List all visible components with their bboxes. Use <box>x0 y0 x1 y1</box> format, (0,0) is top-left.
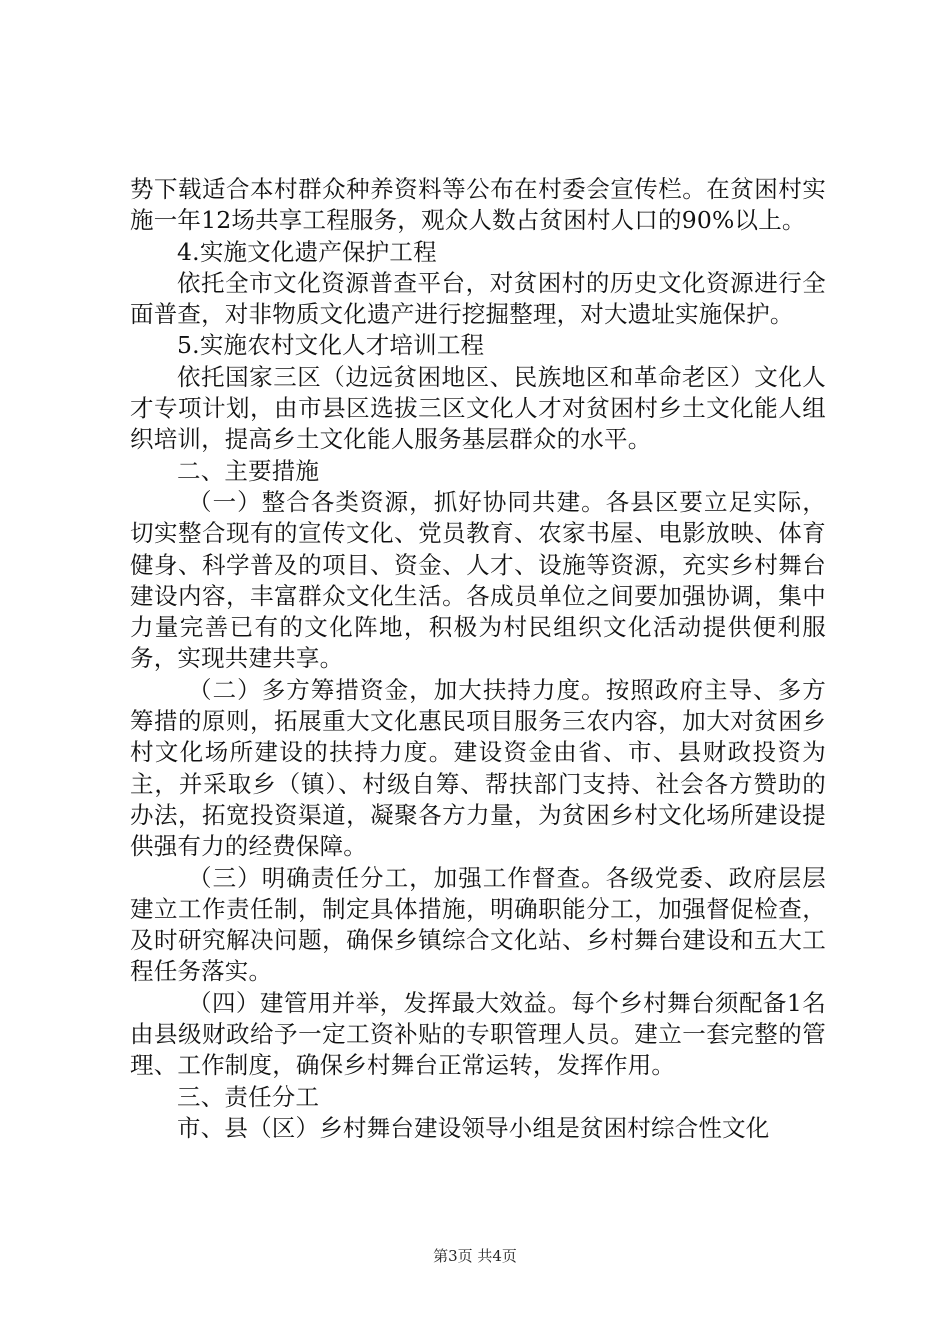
section-heading-talent: 5.实施农村文化人才培训工程 <box>177 331 485 360</box>
page-number: 第3页 共4页 <box>433 1247 517 1265</box>
paragraph-continuation: 势下载适合本村群众种养资料等公布在村委会宣传栏。在贫困村实施一年12场共享工程服务，观众人数占贫困村人口的90%以上。 <box>130 175 826 235</box>
paragraph-measure-2: （二）多方筹措资金，加大扶持力度。按照政府主导、多方筹措的原则，拓展重大文化惠民项目服务三农内容，加大对贫困乡村文化场所建设的扶持力度。建设资金由省、市、县财政投资为主，并采取乡（镇）、村级自筹、帮扶部门支持、社会各方赞助的办法，拓宽投资渠道，凝聚各方力量，为贫困乡村文化场所建设提供强有力的经费保障。 <box>130 675 826 861</box>
paragraph-talent: 依托国家三区（边远贫困地区、民族地区和革命老区）文化人才专项计划，由市县区选拔三区文化人才对贫困村乡土文化能人组织培训，提高乡土文化能人服务基层群众的水平。 <box>130 362 826 454</box>
document-body <box>130 174 826 1144</box>
paragraph-measure-3: （三）明确责任分工，加强工作督查。各级党委、政府层层建立工作责任制，制定具体措施，明确职能分工，加强督促检查，及时研究解决问题，确保乡镇综合文化站、乡村舞台建设和五大工程任务落实。 <box>130 863 826 986</box>
paragraph-heritage: 依托全市文化资源普查平台，对贫困村的历史文化资源进行全面普查，对非物质文化遗产进行挖掘整理，对大遗址实施保护。 <box>130 268 826 329</box>
section-heading-measures: 二、主要措施 <box>177 456 320 485</box>
section-heading-responsibility: 三、责任分工 <box>177 1082 320 1111</box>
page-footer <box>0 1245 950 1266</box>
paragraph-responsibility: 市、县（区）乡村舞台建设领导小组是贫困村综合性文化 <box>177 1113 770 1142</box>
section-heading-heritage: 4.实施文化遗产保护工程 <box>177 237 437 266</box>
paragraph-measure-4: （四）建管用并举，发挥最大效益。每个乡村舞台须配备1名由县级财政给予一定工资补贴的专职管理人员。建立一套完整的管理、工作制度，确保乡村舞台正常运转，发挥作用。 <box>130 988 826 1080</box>
paragraph-measure-1: （一）整合各类资源，抓好协同共建。各县区要立足实际，切实整合现有的宣传文化、党员教育、农家书屋、电影放映、体育健身、科学普及的项目、资金、人才、设施等资源，充实乡村舞台建设内容，丰富群众文化生活。各成员单位之间要加强协调，集中力量完善已有的文化阵地，积极为村民组织文化活动提供便利服务，实现共建共享。 <box>130 487 826 673</box>
